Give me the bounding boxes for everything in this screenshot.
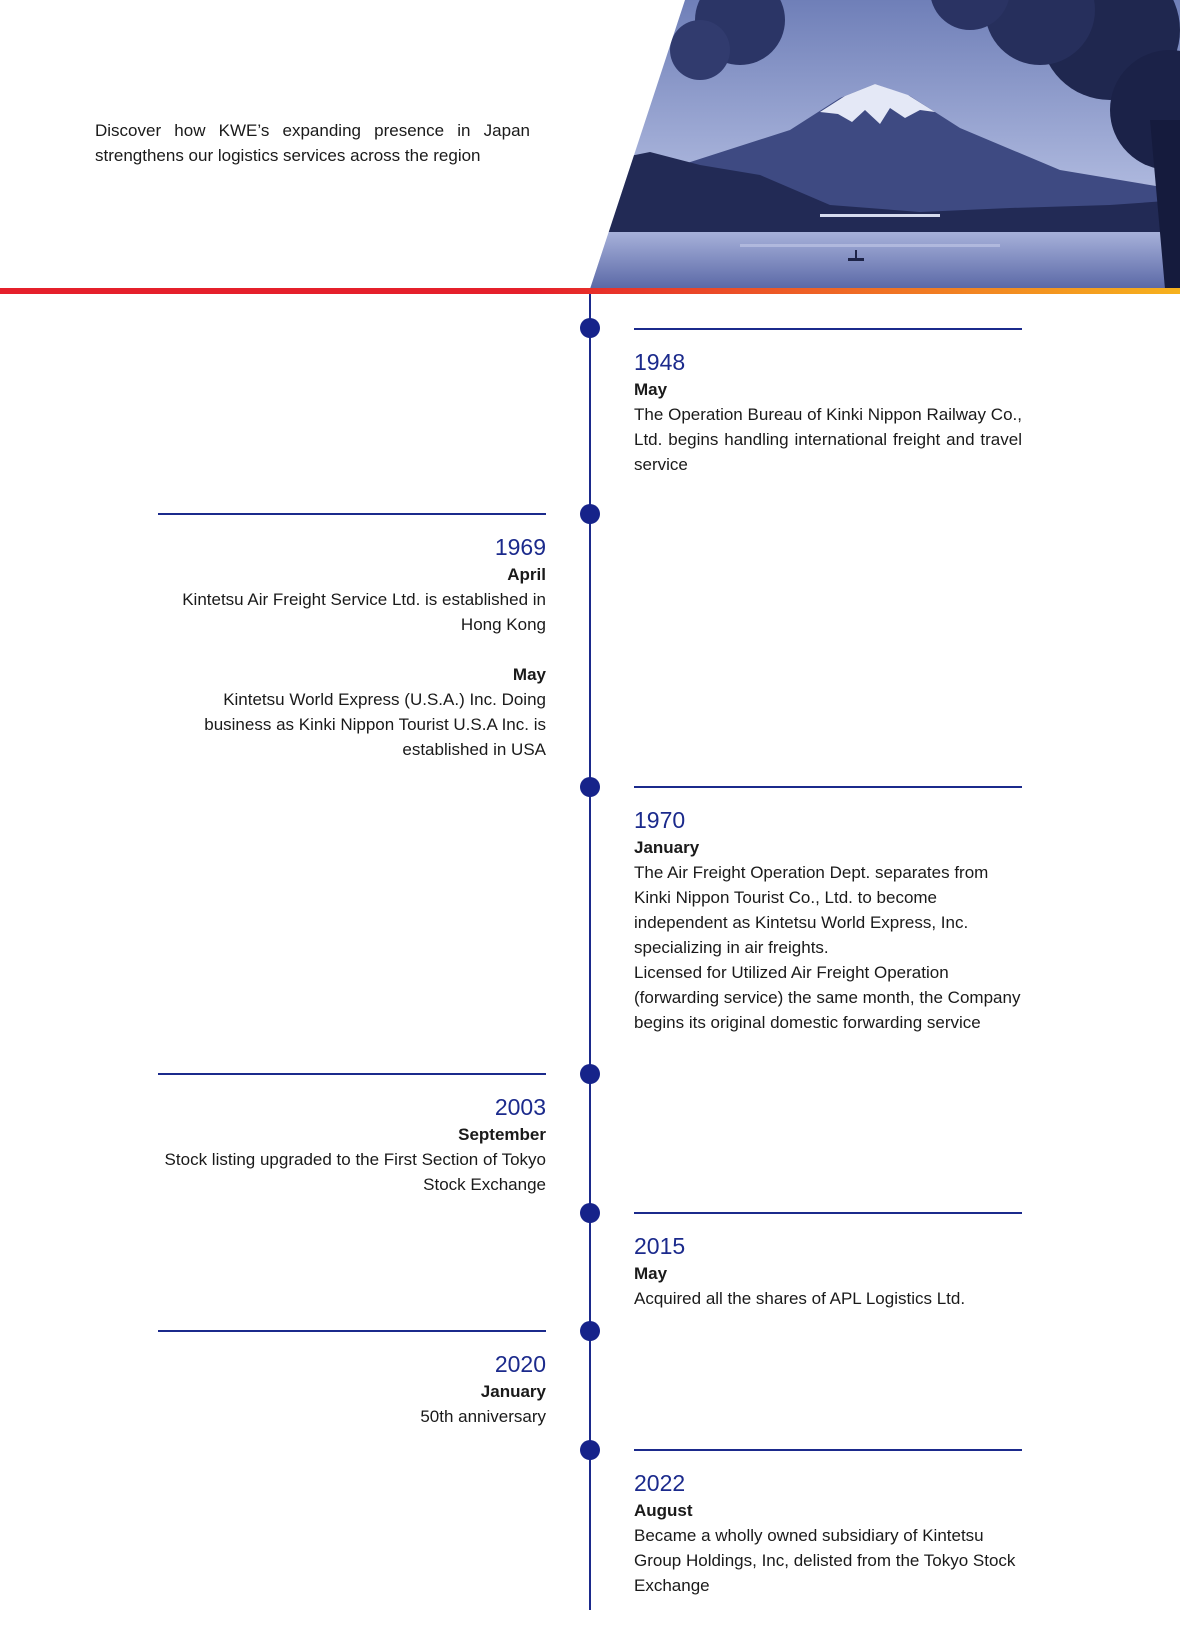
timeline-axis [589, 294, 591, 1610]
timeline-entry-1970 [634, 786, 1022, 1035]
timeline-entry-1969 [158, 513, 546, 762]
entry-rule [634, 328, 1022, 330]
entry-rule [158, 513, 546, 515]
timeline-entry-2003 [158, 1073, 546, 1197]
entry-month: May [634, 380, 668, 399]
entry-text: Acquired all the shares of APL Logistics Ltd. [634, 1289, 966, 1308]
timeline-entry-2020 [158, 1330, 546, 1429]
entry-month: August [634, 1501, 693, 1520]
entry-year: 2022 [634, 1470, 686, 1496]
entry-year: 1970 [634, 807, 686, 833]
entry-month: September [458, 1125, 546, 1144]
timeline-dot-1969 [580, 504, 600, 524]
entry-text: The Operation Bureau of Kinki Nippon Railway Co., Ltd. begins handling international freight and travel service [634, 405, 1022, 474]
timeline-dot-2022 [580, 1440, 600, 1460]
timeline-dot-2015 [580, 1203, 600, 1223]
entry-text: Became a wholly owned subsidiary of Kintetsu Group Holdings, Inc, delisted from the Tokyo Stock Exchange [634, 1526, 1016, 1595]
entry-text: Kintetsu World Express (U.S.A.) Inc. Doing business as Kinki Nippon Tourist U.S.A Inc. is established in USA [204, 690, 546, 759]
entry-text: 50th anniversary [420, 1407, 546, 1426]
entry-rule [158, 1330, 546, 1332]
intro-text: Discover how KWE’s expanding presence in Japan strengthens our logistics services across the region [95, 121, 530, 165]
entry-rule [158, 1073, 546, 1075]
entry-text: The Air Freight Operation Dept. separates from Kinki Nippon Tourist Co., Ltd. to become independent as Kintetsu World Express, Inc. specializing in air freights. [634, 863, 989, 957]
timeline-entry-1948 [634, 328, 1022, 477]
entry-month: January [480, 1382, 546, 1401]
entry-month: May [512, 665, 546, 684]
entry-rule [634, 1212, 1022, 1214]
timeline-dot-2020 [580, 1321, 600, 1341]
entry-text-continued: Licensed for Utilized Air Freight Operation (forwarding service) the same month, the Company begins its original domestic forwarding service [634, 963, 1021, 1032]
entry-text: Kintetsu Air Freight Service Ltd. is established in Hong Kong [182, 590, 546, 634]
entry-rule [634, 1449, 1022, 1451]
entry-text: Stock listing upgraded to the First Section of Tokyo Stock Exchange [164, 1150, 546, 1194]
entry-year: 2020 [494, 1351, 546, 1377]
entry-month: May [634, 1264, 668, 1283]
timeline-entry-2022 [634, 1449, 1022, 1598]
timeline-dot-1948 [580, 318, 600, 338]
timeline-dot-2003 [580, 1064, 600, 1084]
entry-month: January [634, 838, 700, 857]
entry-year: 1948 [634, 349, 686, 375]
entry-year: 1969 [494, 534, 546, 560]
entry-year: 2003 [494, 1094, 546, 1120]
mount-fuji-photo [590, 0, 1180, 289]
entry-year: 2015 [634, 1233, 686, 1259]
timeline-dot-1970 [580, 777, 600, 797]
timeline-entry-2015 [634, 1212, 1022, 1311]
entry-rule [634, 786, 1022, 788]
entry-month: April [507, 565, 546, 584]
